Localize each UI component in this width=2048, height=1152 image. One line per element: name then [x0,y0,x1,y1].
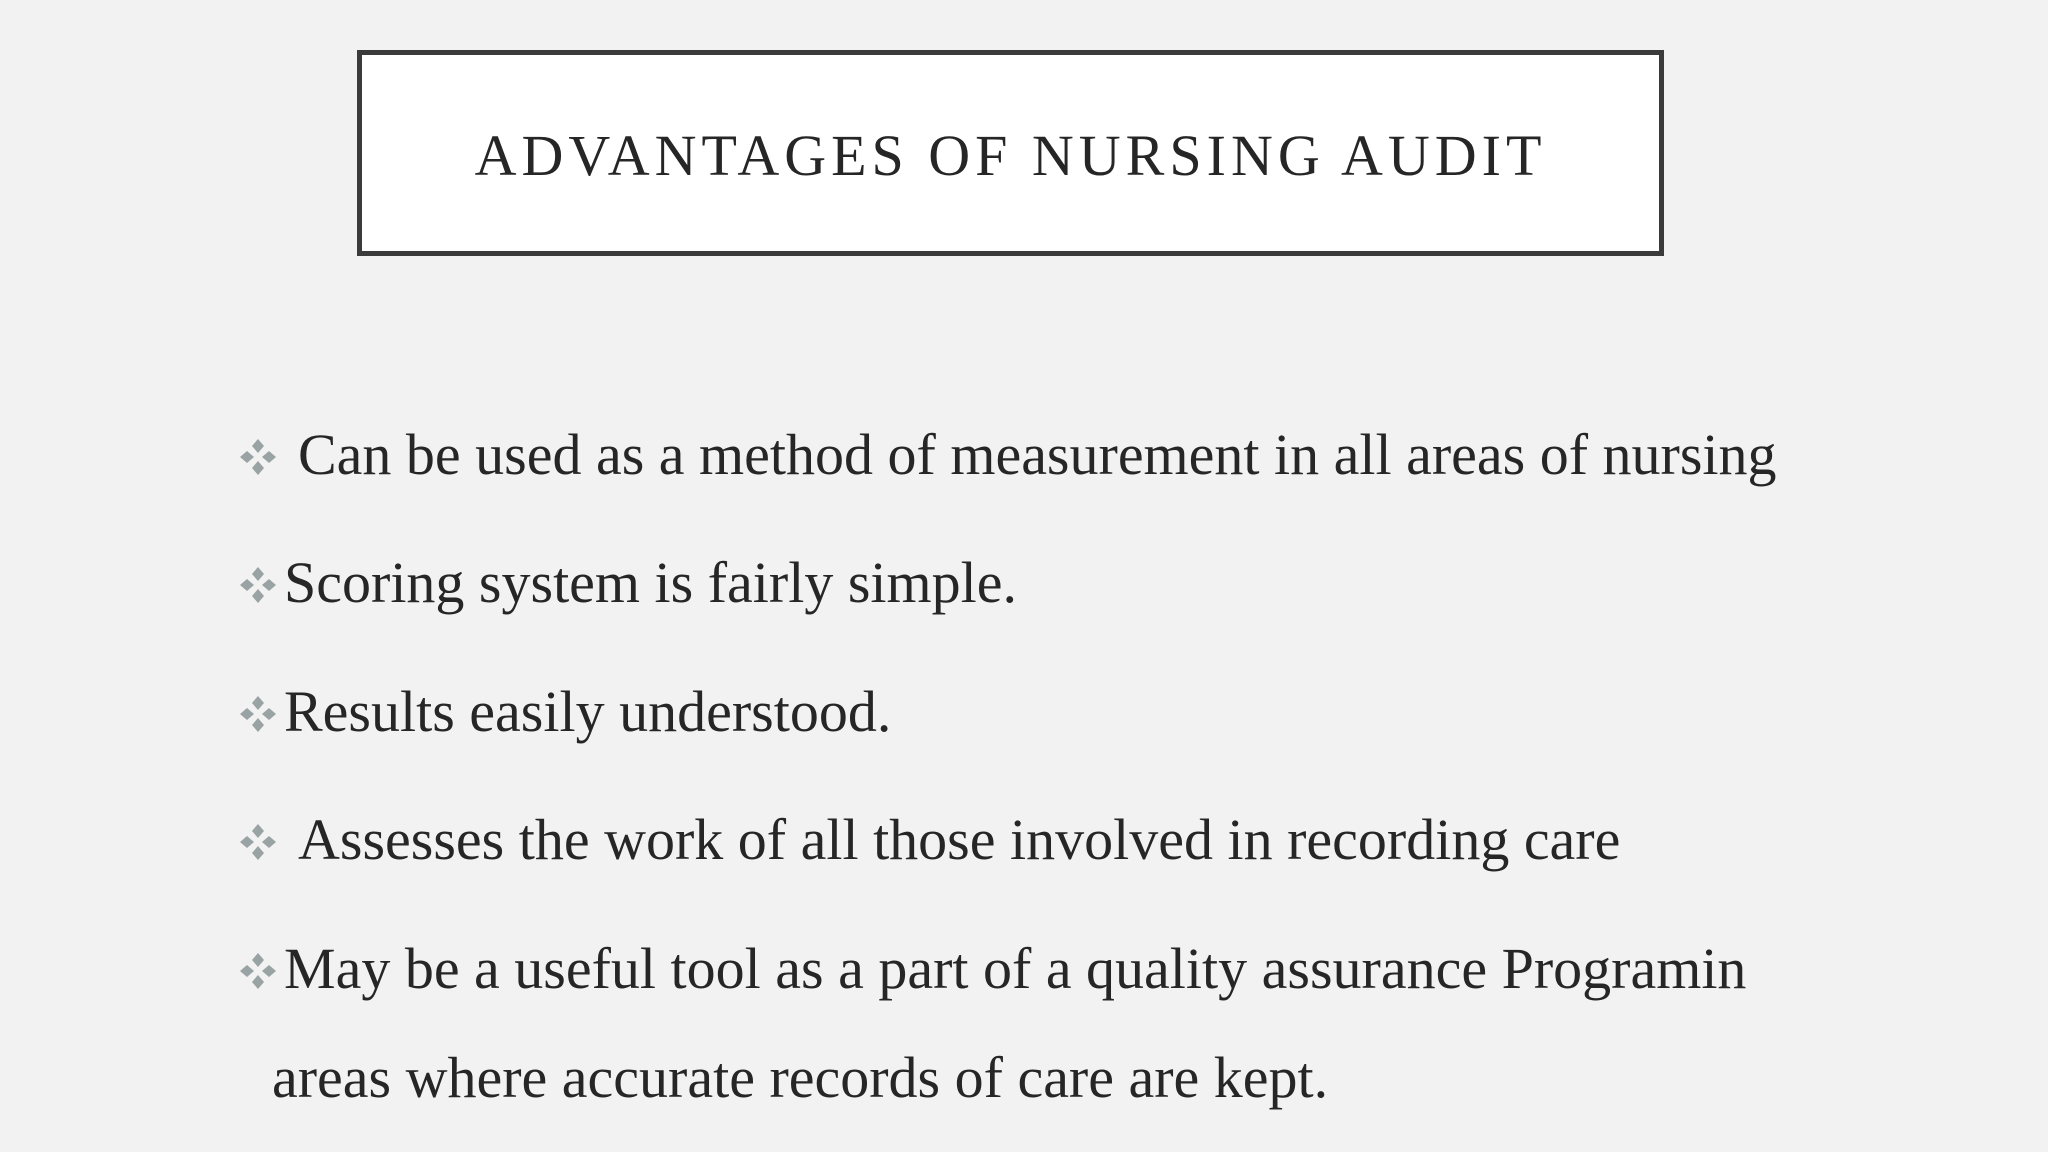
diamond-cluster-icon [236,949,280,993]
slide-title: ADVANTAGES OF NURSING AUDIT [474,122,1547,188]
title-box [357,50,1664,256]
bullet-text: Results easily understood. [284,679,892,744]
diamond-cluster-icon [236,435,280,479]
bullet-continuation-text: areas where accurate records of care are kept. [272,1045,1329,1110]
bullet-text: May be a useful tool as a part of a quality assurance Programin [284,936,1747,1001]
diamond-cluster-icon [236,820,280,864]
bullet-item [236,422,1777,487]
bullet-text: Scoring system is fairly simple. [284,550,1017,615]
diamond-cluster-icon [236,563,280,607]
bullet-item [236,679,892,744]
diamond-cluster-icon [236,692,280,736]
bullet-item [236,936,1747,1001]
bullet-item [236,550,1017,615]
bullet-text: Assesses the work of all those involved in recording care [298,807,1621,872]
bullet-item [236,807,1621,872]
bullet-text: Can be used as a method of measurement in all areas of nursing [298,422,1777,487]
